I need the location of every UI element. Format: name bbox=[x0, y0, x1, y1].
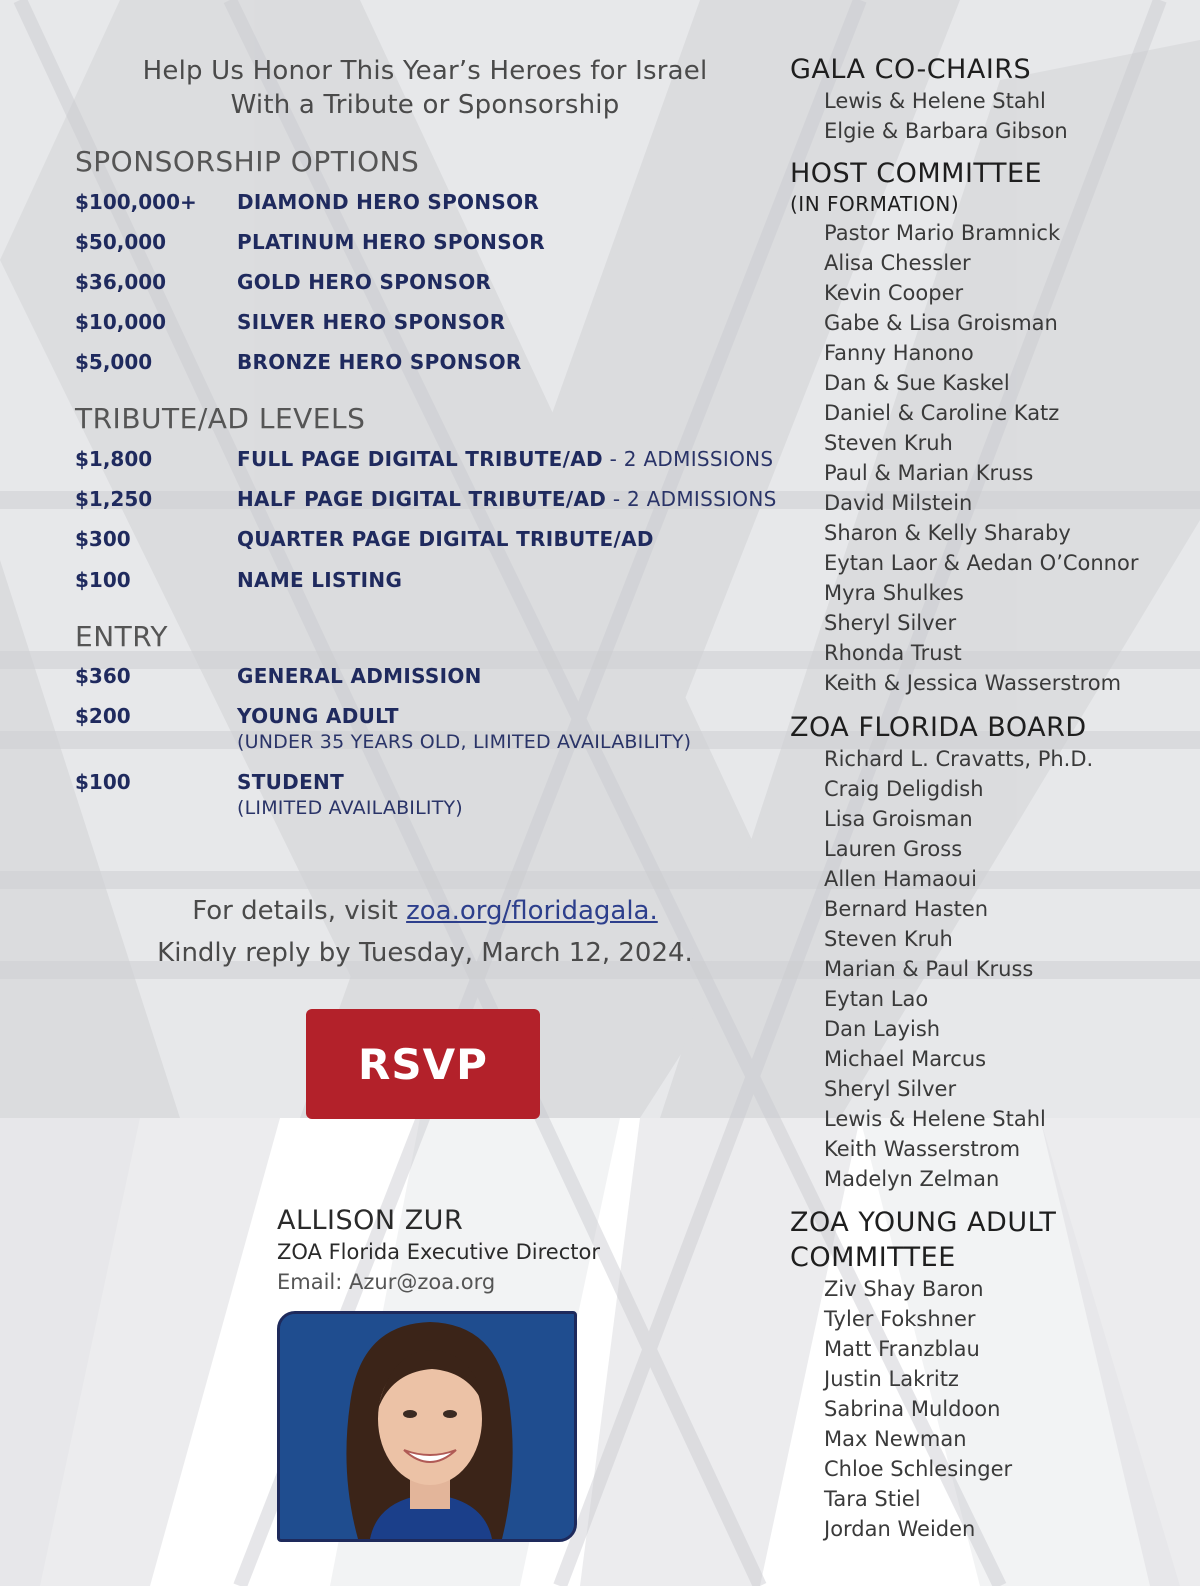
tier-name bbox=[237, 447, 773, 471]
tier-price: $1,800 bbox=[75, 447, 153, 471]
details-block bbox=[140, 890, 710, 974]
list-item: Elgie & Barbara Gibson bbox=[824, 119, 1068, 143]
tier-name: QUARTER PAGE DIGITAL TRIBUTE/AD bbox=[237, 527, 654, 551]
contact-photo bbox=[277, 1311, 577, 1542]
reply-by-line: Kindly reply by Tuesday, March 12, 2024. bbox=[157, 938, 693, 968]
list-item: Kevin Cooper bbox=[824, 281, 964, 305]
tier-name: GOLD HERO SPONSOR bbox=[237, 270, 492, 294]
host-committee-title: HOST COMMITTEE bbox=[790, 158, 1043, 189]
list-item: Craig Deligdish bbox=[824, 777, 984, 801]
list-item: Steven Kruh bbox=[824, 431, 953, 455]
rsvp-button[interactable]: RSVP bbox=[306, 1009, 540, 1119]
list-item: Lauren Gross bbox=[824, 837, 963, 861]
tier-price: $100 bbox=[75, 568, 131, 592]
tier-note: (UNDER 35 YEARS OLD, LIMITED AVAILABILITY) bbox=[237, 731, 692, 753]
list-item: Eytan Laor & Aedan O’Connor bbox=[824, 551, 1139, 575]
tier-price: $36,000 bbox=[75, 270, 167, 294]
details-line bbox=[140, 890, 710, 932]
entry-title: ENTRY bbox=[75, 620, 169, 653]
list-item: Myra Shulkes bbox=[824, 581, 964, 605]
list-item: Sabrina Muldoon bbox=[824, 1397, 1001, 1421]
tier-name-text: FULL PAGE DIGITAL TRIBUTE/AD bbox=[237, 447, 603, 471]
young-adult-title-line-1: ZOA YOUNG ADULT bbox=[790, 1207, 1057, 1238]
tier-admissions: - 2 ADMISSIONS bbox=[602, 447, 774, 471]
details-prefix: For details, visit bbox=[192, 896, 407, 926]
host-committee-subtitle: (IN FORMATION) bbox=[790, 192, 960, 216]
co-chairs-title: GALA CO-CHAIRS bbox=[790, 54, 1032, 85]
list-item: Bernard Hasten bbox=[824, 897, 989, 921]
contact-name: ALLISON ZUR bbox=[277, 1205, 464, 1236]
list-item: Richard L. Cravatts, Ph.D. bbox=[824, 747, 1094, 771]
tribute-title: TRIBUTE/AD LEVELS bbox=[75, 402, 366, 435]
list-item: Max Newman bbox=[824, 1427, 967, 1451]
tier-price: $100,000+ bbox=[75, 190, 197, 214]
tier-name-text: HALF PAGE DIGITAL TRIBUTE/AD bbox=[237, 487, 607, 511]
list-item: Pastor Mario Bramnick bbox=[824, 221, 1061, 245]
list-item: Tyler Fokshner bbox=[824, 1307, 976, 1331]
tier-note: (LIMITED AVAILABILITY) bbox=[237, 797, 463, 819]
list-item: Keith & Jessica Wasserstrom bbox=[824, 671, 1122, 695]
board-title: ZOA FLORIDA BOARD bbox=[790, 712, 1087, 743]
contact-email: Email: Azur@zoa.org bbox=[277, 1270, 496, 1294]
tier-name bbox=[237, 487, 777, 511]
list-item: Justin Lakritz bbox=[824, 1367, 959, 1391]
young-adult-title-line-2: COMMITTEE bbox=[790, 1242, 956, 1273]
list-item: Chloe Schlesinger bbox=[824, 1457, 1013, 1481]
intro-line-2: With a Tribute or Sponsorship bbox=[230, 90, 620, 120]
list-item: Marian & Paul Kruss bbox=[824, 957, 1034, 981]
tier-admissions: - 2 ADMISSIONS bbox=[606, 487, 777, 511]
sponsorship-title: SPONSORSHIP OPTIONS bbox=[75, 145, 420, 178]
tier-price: $5,000 bbox=[75, 350, 153, 374]
young-adult-list bbox=[824, 1274, 1012, 1544]
list-item: Sharon & Kelly Sharaby bbox=[824, 521, 1071, 545]
co-chairs-list bbox=[824, 86, 1068, 146]
list-item: Daniel & Caroline Katz bbox=[824, 401, 1060, 425]
portrait-image bbox=[280, 1314, 574, 1539]
list-item: Matt Franzblau bbox=[824, 1337, 980, 1361]
list-item: Jordan Weiden bbox=[824, 1517, 976, 1541]
list-item: Lewis & Helene Stahl bbox=[824, 89, 1046, 113]
list-item: Ziv Shay Baron bbox=[824, 1277, 984, 1301]
list-item: Lewis & Helene Stahl bbox=[824, 1107, 1046, 1131]
list-item: Sheryl Silver bbox=[824, 611, 957, 635]
list-item: Rhonda Trust bbox=[824, 641, 962, 665]
tier-name: GENERAL ADMISSION bbox=[237, 664, 482, 688]
contact-title: ZOA Florida Executive Director bbox=[277, 1240, 600, 1264]
list-item: Lisa Groisman bbox=[824, 807, 973, 831]
intro-heading bbox=[140, 54, 710, 122]
tier-price: $50,000 bbox=[75, 230, 167, 254]
list-item: Paul & Marian Kruss bbox=[824, 461, 1034, 485]
list-item: Eytan Lao bbox=[824, 987, 929, 1011]
tier-name: DIAMOND HERO SPONSOR bbox=[237, 190, 540, 214]
tier-name: YOUNG ADULT bbox=[237, 704, 399, 728]
tier-price: $1,250 bbox=[75, 487, 153, 511]
list-item: Madelyn Zelman bbox=[824, 1167, 1000, 1191]
tier-price: $360 bbox=[75, 664, 131, 688]
tier-price: $10,000 bbox=[75, 310, 167, 334]
tier-price: $100 bbox=[75, 770, 131, 794]
list-item: Sheryl Silver bbox=[824, 1077, 957, 1101]
list-item: Keith Wasserstrom bbox=[824, 1137, 1021, 1161]
tier-name: STUDENT bbox=[237, 770, 345, 794]
list-item: Allen Hamaoui bbox=[824, 867, 977, 891]
board-list bbox=[824, 744, 1093, 1194]
tier-name: BRONZE HERO SPONSOR bbox=[237, 350, 522, 374]
list-item: Alisa Chessler bbox=[824, 251, 971, 275]
list-item: Tara Stiel bbox=[824, 1487, 921, 1511]
list-item: Gabe & Lisa Groisman bbox=[824, 311, 1058, 335]
intro-line-1: Help Us Honor This Year’s Heroes for Israel bbox=[142, 56, 708, 86]
tier-price: $300 bbox=[75, 527, 131, 551]
tier-name: SILVER HERO SPONSOR bbox=[237, 310, 506, 334]
list-item: David Milstein bbox=[824, 491, 973, 515]
host-committee-list bbox=[824, 218, 1138, 698]
list-item: Fanny Hanono bbox=[824, 341, 974, 365]
list-item: Dan & Sue Kaskel bbox=[824, 371, 1010, 395]
tier-price: $200 bbox=[75, 704, 131, 728]
details-link[interactable]: zoa.org/floridagala. bbox=[406, 896, 658, 926]
list-item: Dan Layish bbox=[824, 1017, 941, 1041]
list-item: Steven Kruh bbox=[824, 927, 953, 951]
tier-name: PLATINUM HERO SPONSOR bbox=[237, 230, 545, 254]
list-item: Michael Marcus bbox=[824, 1047, 987, 1071]
tier-name: NAME LISTING bbox=[237, 568, 403, 592]
